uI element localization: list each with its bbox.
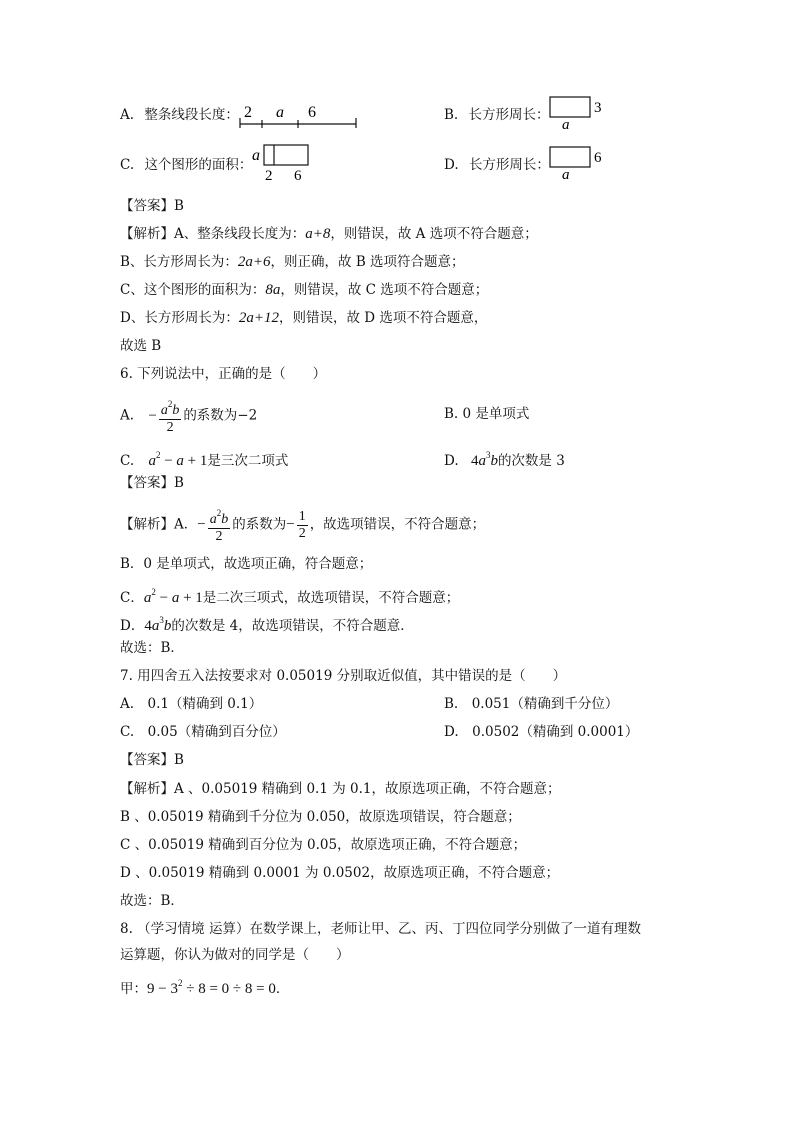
q6-stem: 6. 下列说法中，正确的是（ ）: [120, 366, 327, 382]
segment-label-2: a: [276, 104, 284, 121]
q7-explanation-c: C 、0.05019 精确到百分位为 0.05，故原选项正确，不符合题意；: [120, 837, 527, 853]
q5-option-b: B. 长方形周长：: [444, 107, 550, 123]
svg-text:2: 2: [265, 168, 273, 182]
q6-option-a: A. − $\frac{a^2b}{2}$ 的系数为−2: [120, 396, 257, 436]
svg-text:a: a: [562, 117, 570, 132]
rectangle-figure-d: [546, 146, 608, 182]
q7-explanation-b: B 、0.05019 精确到千分位为 0.050，故原选项错误，符合题意；: [120, 809, 521, 825]
svg-text:6: 6: [294, 168, 302, 182]
q7-explanation-a: 【解析】A 、0.05019 精确到 0.1 为 0.1，故原选项正确，不符合题意；: [120, 781, 561, 797]
segment-label-1: 2: [244, 104, 252, 121]
fraction: $\frac{1}{2}$: [298, 508, 306, 541]
q5-answer: 【答案】B: [120, 198, 184, 214]
q6-explanation-d: D．$4a^3b$的次数是 4，故选项错误，不符合题意．: [120, 615, 414, 634]
rectangle-figure-b: [546, 96, 608, 132]
q7-option-a: A. 0.1（精确到 0.1）: [120, 696, 263, 712]
q7-option-c: C. 0.05（精确到百分位）: [120, 724, 286, 740]
q6-conclusion: 故选：B．: [120, 640, 184, 656]
segment-label-3: 6: [308, 104, 316, 121]
q5-option-a: A. 整条线段长度：: [120, 107, 239, 123]
q5-explanation-d: D、长方形周长为：2a+12，则错误，故 D 选项不符合题意，: [120, 310, 488, 326]
fraction: $\frac{a^2b}{2}$: [159, 396, 182, 436]
q7-explanation-d: D 、0.05019 精确到 0.0001 为 0.0502，故原选项正确，不符合题意；: [120, 865, 560, 881]
svg-text:a: a: [252, 147, 260, 164]
segment-figure: [236, 100, 360, 132]
q7-answer: 【答案】B: [120, 752, 184, 768]
svg-text:a: a: [562, 167, 570, 182]
q6-explanation-a: 【解析】A．− $\frac{a^2b}{2}$ 的系数为− $\frac{1}{2}$ ，故选项错误，不符合题意；: [120, 505, 485, 545]
q5-option-d: D. 长方形周长：: [444, 157, 550, 173]
q6-option-c: C. $a^2 - a + 1$是三次二项式: [120, 450, 289, 469]
q5-explanation-b: B、长方形周长为：2a+6，则正确，故 B 选项符合题意；: [120, 254, 465, 270]
q6-explanation-b: B．0 是单项式，故选项正确，符合题意；: [120, 556, 373, 572]
q5-option-c: C. 这个图形的面积：: [120, 157, 253, 173]
q5-conclusion: 故选 B: [120, 338, 162, 354]
q6-answer: 【答案】B: [120, 475, 184, 491]
q5-explanation-c: C、这个图形的面积为：8a，则错误，故 C 选项不符合题意；: [120, 282, 489, 298]
q8-stem-line-1: 8. （学习情境 运算）在数学课上，老师让甲、乙、丙、丁四位同学分别做了一道有理数: [120, 921, 641, 937]
svg-text:3: 3: [594, 100, 602, 116]
q7-conclusion: 故选：B．: [120, 893, 184, 909]
svg-text:6: 6: [594, 150, 602, 166]
q8-stem-line-2: 运算题，你认为做对的同学是（ ）: [120, 947, 350, 963]
q8-jia-work: 甲：$9 - 3^2 \div 8 = 0 \div 8 = 0$．: [120, 978, 290, 997]
q7-option-d: D. 0.0502（精确到 0.0001）: [444, 724, 639, 740]
q7-stem: 7. 用四舍五入法按要求对 0.05019 分别取近似值，其中错误的是（ ）: [120, 668, 567, 684]
q7-option-b: B. 0.051（精确到千分位）: [444, 696, 619, 712]
q5-explanation-a: 【解析】A、整条线段长度为：a+8，则错误，故 A 选项不符合题意；: [120, 226, 538, 242]
q6-explanation-c: C．$a^2 - a + 1$是二次三项式，故选项错误，不符合题意；: [120, 587, 460, 606]
q6-option-d: D. $4a^3b$的次数是 3: [444, 450, 565, 469]
area-figure: [250, 142, 316, 182]
q6-option-b: B. 0 是单项式: [444, 406, 530, 422]
fraction: $\frac{a^2b}{2}$: [208, 505, 231, 545]
